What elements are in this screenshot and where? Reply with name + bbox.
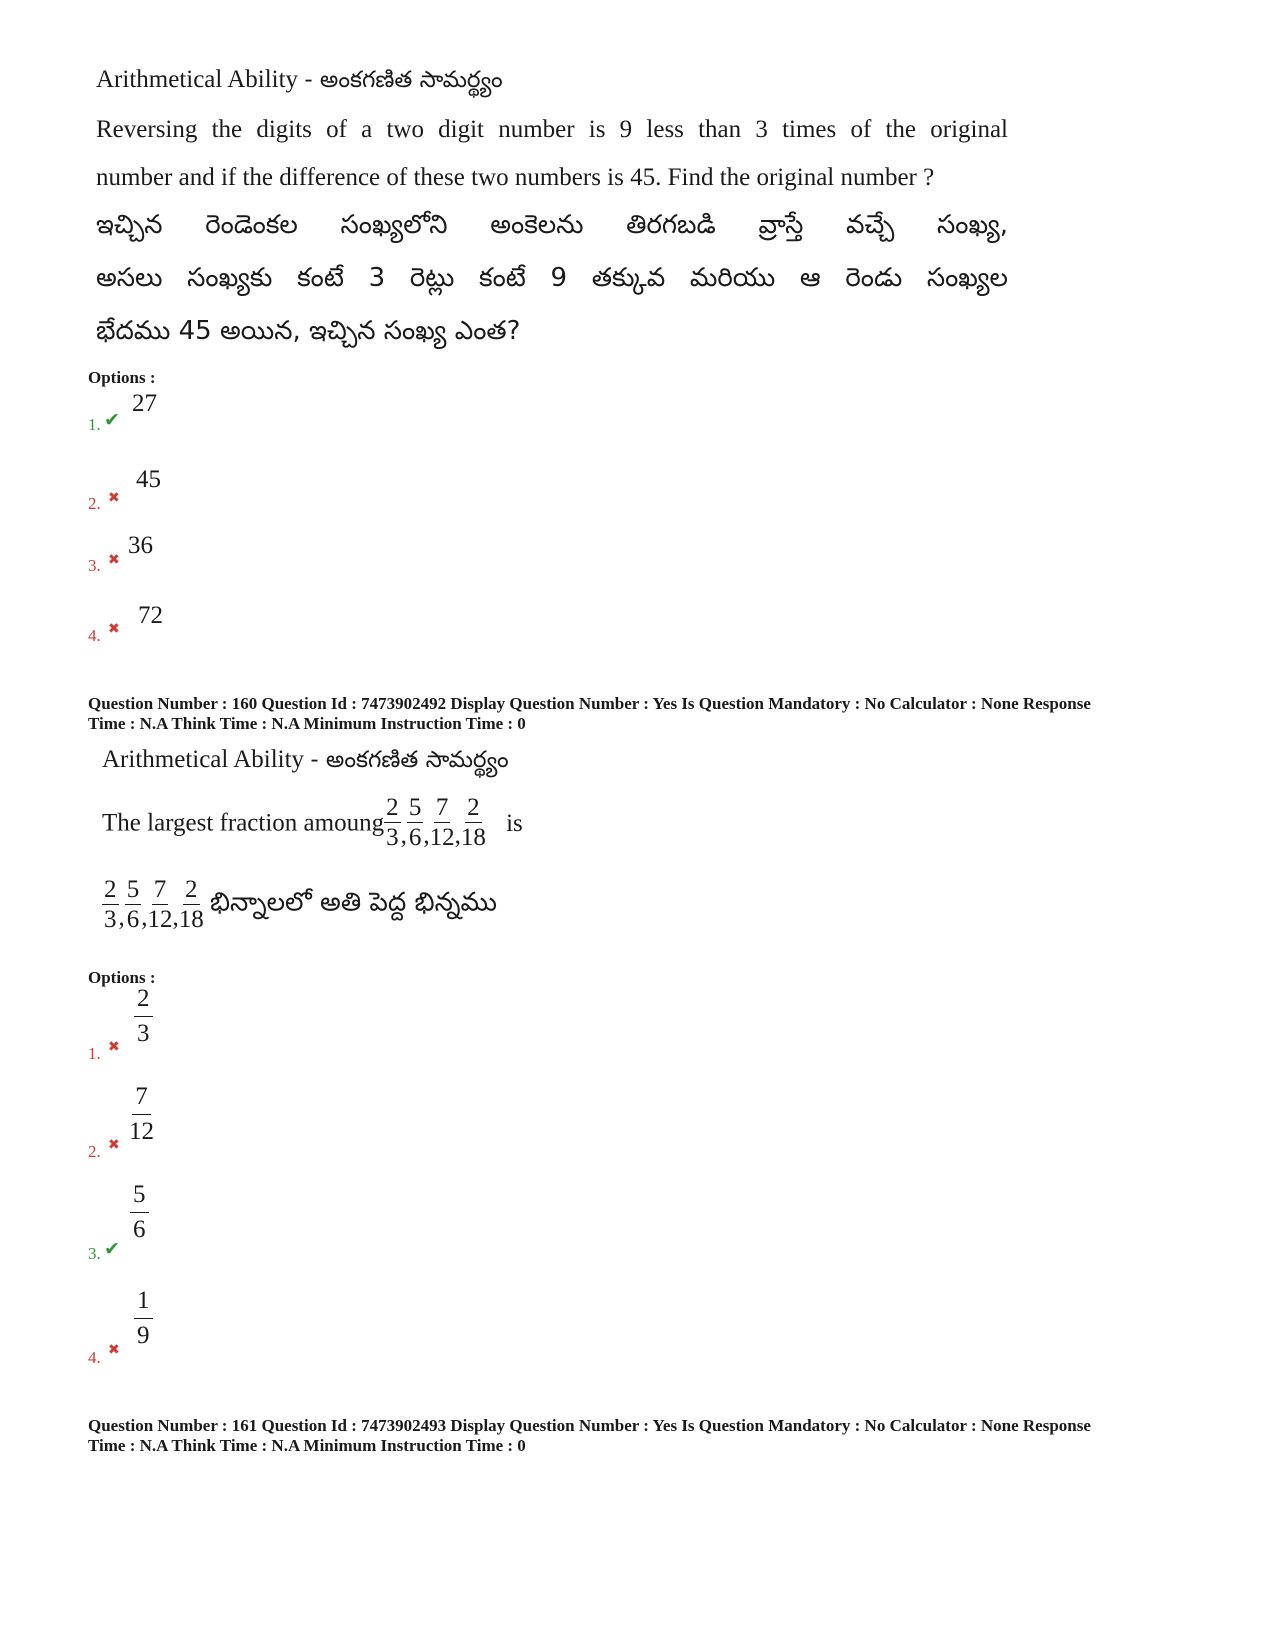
comma: , [423, 821, 430, 849]
option-fraction: $\frac{7}{12}$ [129, 1083, 154, 1145]
fraction-2-18: $\frac{2}{18}$ [460, 794, 486, 851]
question-text-line-2: number and if the difference of these two numbers is 45. Find the original number ? [96, 164, 935, 191]
subject-english: Arithmetical Ability [102, 746, 305, 773]
option-value: 36 [128, 532, 153, 559]
question-telugu-line-3: భేదము 45 అయిన, ఇచ్చిన సంఖ్య ఎంత? [96, 316, 521, 346]
option-fraction: $\frac{1}{9}$ [134, 1286, 153, 1353]
wrong-cross-icon: ✖ [108, 552, 120, 568]
options-label: Options : [88, 368, 156, 387]
option-3 [88, 1244, 101, 1264]
option-2 [88, 494, 101, 514]
comma: , [141, 903, 148, 931]
comma: , [400, 821, 407, 849]
question-text-telugu [102, 876, 497, 935]
telugu-suffix: భిన్నాలలో అతి పెద్ద భిన్నము [210, 887, 498, 918]
correct-check-icon: ✔ [104, 409, 120, 431]
meta-line-1: Question Number : 161 Question Id : 7473902493 Display Question Number : Yes Is Question Mandatory : No Calculator : None Response [88, 1416, 1091, 1435]
question-subject [96, 66, 503, 99]
option-4 [88, 1348, 101, 1368]
question-prefix: The largest fraction amoung [102, 809, 385, 837]
question-meta-161 [88, 1416, 1188, 1456]
wrong-cross-icon: ✖ [108, 621, 120, 637]
question-text-line-1: Reversing the digits of a two digit number is 9 less than 3 times of the original [96, 116, 1008, 143]
question-meta-160 [88, 694, 1188, 734]
options-label: Options : [88, 968, 156, 987]
option-4 [88, 626, 101, 646]
question-telugu-line-1: ఇచ్చిన రెండెంకల సంఖ్యలోని అంకెలను తిరగబడి వ్రాస్తే వచ్చే సంఖ్య, [96, 210, 1008, 240]
option-value: 45 [136, 466, 161, 493]
fraction-7-12: $\frac{7}{12}$ [429, 794, 455, 851]
meta-line-1: Question Number : 160 Question Id : 7473902492 Display Question Number : Yes Is Question Mandatory : No Calculator : None Response [88, 694, 1091, 713]
option-number: 2. [88, 1142, 101, 1161]
comma: , [454, 821, 461, 849]
subject-english: Arithmetical Ability [96, 66, 299, 93]
option-value: 72 [138, 602, 163, 629]
fraction-5-6: $\frac{5}{6}$ [408, 794, 422, 851]
wrong-cross-icon: ✖ [108, 1039, 120, 1055]
correct-check-icon: ✔ [104, 1238, 120, 1260]
wrong-cross-icon: ✖ [108, 1137, 120, 1153]
option-fraction: $\frac{5}{6}$ [130, 1180, 149, 1247]
wrong-cross-icon: ✖ [108, 490, 120, 506]
meta-line-2: Time : N.A Think Time : N.A Minimum Instruction Time : 0 [88, 714, 526, 733]
option-1 [88, 1044, 101, 1064]
comma: , [172, 903, 179, 931]
option-number: 4. [88, 1348, 101, 1367]
option-3 [88, 556, 101, 576]
question-text-english [102, 794, 523, 853]
option-number: 2. [88, 494, 101, 513]
wrong-cross-icon: ✖ [108, 1342, 120, 1358]
option-2 [88, 1142, 101, 1162]
option-number: 3. [88, 556, 101, 575]
question-telugu-line-2: అసలు సంఖ్యకు కంటే 3 రెట్లు కంటే 9 తక్కువ మరియు ఆ రెండు సంఖ్యల [96, 263, 1008, 293]
question-subject [102, 746, 509, 779]
option-fraction: $\frac{2}{3}$ [134, 984, 153, 1051]
option-value: 27 [132, 390, 157, 417]
comma: , [118, 903, 125, 931]
fraction-2-18: $\frac{2}{18}$ [178, 876, 204, 933]
subject-telugu: - అంకగణిత సామర్థ్యం [310, 747, 509, 773]
fraction-7-12: $\frac{7}{12}$ [147, 876, 173, 933]
meta-line-2: Time : N.A Think Time : N.A Minimum Instruction Time : 0 [88, 1436, 526, 1455]
fraction-5-6: $\frac{5}{6}$ [126, 876, 140, 933]
fraction-2-3: $\frac{2}{3}$ [386, 794, 399, 851]
option-1 [88, 415, 101, 435]
option-number: 4. [88, 626, 101, 645]
question-suffix: is [506, 809, 523, 837]
fraction-2-3: $\frac{2}{3}$ [104, 876, 117, 933]
option-number: 3. [88, 1244, 101, 1263]
option-number: 1. [88, 1044, 101, 1063]
option-number: 1. [88, 415, 101, 434]
subject-telugu: - అంకగణిత సామర్థ్యం [304, 67, 503, 93]
